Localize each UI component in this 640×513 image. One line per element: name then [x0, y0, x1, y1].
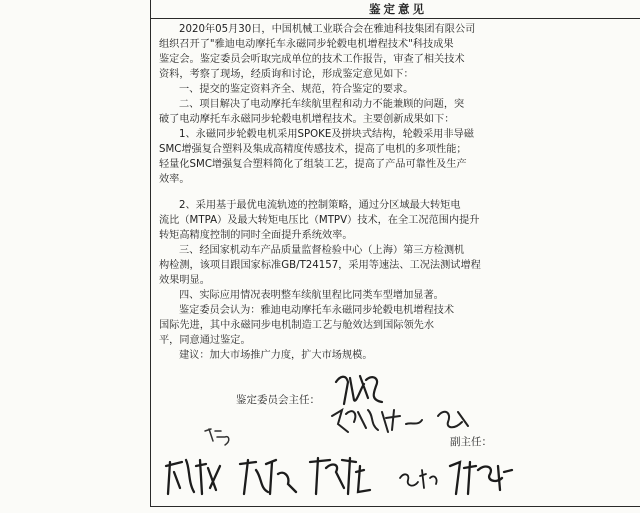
opinion-body — [159, 22, 629, 363]
paragraph-line: 三、经国家机动车产品质量监督检验中心（上海）第三方检测机 — [179, 245, 465, 256]
paragraph-line: 轻量化SMC增强复合塑料简化了组装工艺，提高了产品可靠性及生产 — [159, 159, 467, 170]
paragraph-line: 转矩高精度控制的同时全面提升系统效率。 — [159, 230, 353, 241]
paragraph-line: 2020年05月30日，中国机械工业联合会在雅迪科技集团有限公司 — [179, 24, 476, 35]
paragraph-line: 组织召开了"雅迪电动摩托车永磁同步轮毂电机增程技术"科技成果 — [159, 39, 454, 50]
chair-label: 鉴定委员会主任： — [236, 394, 320, 406]
paragraph-line: 1、永磁同步轮毂电机采用SPOKE及拼块式结构，轮毂采用非导磁 — [179, 129, 474, 140]
paragraph-line: 效果明显。 — [159, 275, 210, 286]
paragraph-line: 2、采用基于最优电流轨迹的控制策略，通过分区域最大转矩电 — [179, 200, 461, 211]
paragraph-line: 二、项目解决了电动摩托车续航里程和动力不能兼顾的问题，突 — [179, 99, 465, 110]
paragraph-line: SMC增强复合塑料及集成高精度传感技术，提高了电机的多项性能； — [159, 144, 467, 155]
page-title: 鉴定意见 — [369, 2, 427, 16]
chair-signature-2 — [328, 402, 478, 438]
paragraph-line: 鉴定委员会认为：雅迪电动摩托车永磁同步轮毂电机增程技术 — [179, 305, 455, 316]
paragraph-line: 破了电动摩托车永磁同步轮毂电机增程技术。主要创新成果如下： — [159, 114, 455, 125]
paragraph-line: 构检测，该项目跟国家标准GB/T24157，采用等速法、工况法测试增程 — [159, 260, 481, 271]
paragraph-line: 建议：加大市场推广力度，扩大市场规模。 — [179, 350, 373, 361]
paragraph-line: 四、实际应用情况表明整车续航里程比同类车型增加显著。 — [179, 290, 444, 301]
paragraph-line: 鉴定会。鉴定委员会听取完成单位的技术工作报告，审查了相关技术 — [159, 54, 465, 65]
paragraph-line: 国际先进，其中永磁同步电机制造工艺与舱效达到国际领先水 — [159, 320, 435, 331]
paragraph-line: 一、提交的鉴定资料齐全、规范，符合鉴定的要求。 — [179, 84, 414, 95]
vice-chair-label: 副主任： — [450, 436, 492, 448]
committee-signatures — [160, 448, 630, 510]
paragraph-line: 效率。 — [159, 174, 190, 185]
paragraph-line: 平，同意通过鉴定。 — [159, 335, 251, 346]
paragraph-line: 资料，考察了现场，经质询和讨论，形成鉴定意见如下： — [159, 69, 414, 80]
header-divider — [150, 18, 640, 19]
paragraph-line: 流比（MTPA）及最大转矩电压比（MTPV）技术，在全工况范围内提升 — [159, 215, 480, 226]
